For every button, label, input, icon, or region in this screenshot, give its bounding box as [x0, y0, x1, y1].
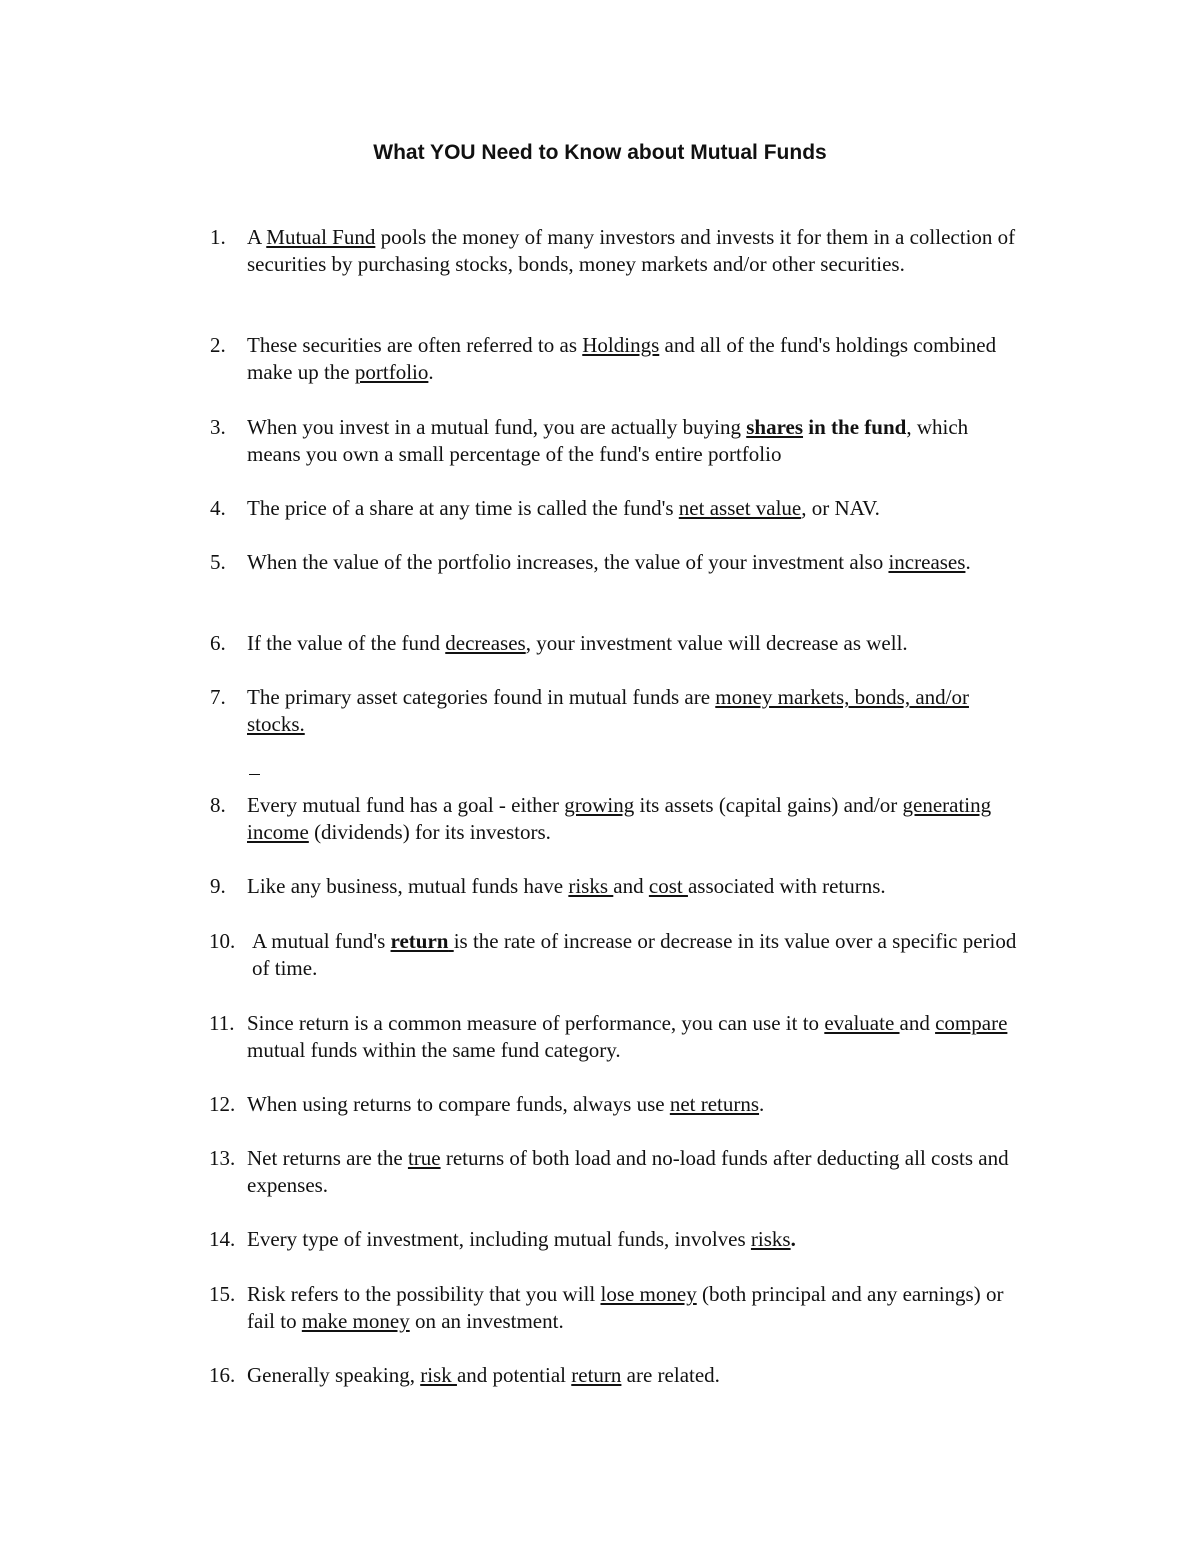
- underlined-term: increases: [888, 550, 966, 574]
- item-text: [247, 224, 1027, 278]
- underlined-term: evaluate: [824, 1011, 900, 1035]
- text-segment: , which means you own a small percentage of the fund's entire portfolio: [247, 415, 969, 466]
- text-segment: mutual funds within the same fund category.: [247, 1038, 621, 1062]
- text-segment: A: [247, 225, 267, 249]
- underlined-term: return: [571, 1363, 622, 1387]
- text-segment: Generally speaking,: [247, 1363, 421, 1387]
- item-text: [247, 332, 1027, 386]
- text-segment: .: [428, 360, 434, 384]
- text-segment: (both principal and any earnings) or fail to: [247, 1282, 1004, 1333]
- item-number: 6.: [210, 631, 226, 655]
- item-number: 14.: [209, 1227, 236, 1251]
- item-text: [247, 873, 1027, 900]
- item-number: 7.: [210, 685, 226, 709]
- item-text: [247, 1145, 1027, 1199]
- text-segment: are related.: [621, 1363, 720, 1387]
- text-segment: is the rate of increase or decrease in its value over a specific period of time.: [252, 929, 1017, 980]
- item-text: [247, 792, 1027, 846]
- item-text: [247, 495, 1027, 522]
- text-segment: When using returns to compare funds, always use: [247, 1092, 670, 1116]
- text-segment: .: [759, 1092, 765, 1116]
- item-number: 2.: [210, 333, 226, 357]
- text-segment: (dividends) for its investors.: [308, 820, 551, 844]
- text-segment: and potential: [456, 1363, 572, 1387]
- item-number: 11.: [209, 1011, 235, 1035]
- item-number: 15.: [209, 1282, 236, 1306]
- underlined-term: net returns: [669, 1092, 760, 1116]
- item-number: 16.: [209, 1363, 236, 1387]
- underlined-term: risk: [420, 1363, 457, 1387]
- item-text: [247, 684, 1027, 738]
- stray-underline-mark: [249, 774, 260, 775]
- text-segment: Since return is a common measure of performance, you can use it to: [247, 1011, 825, 1035]
- underlined-term: compare: [935, 1011, 1008, 1035]
- text-segment: Risk refers to the possibility that you will: [247, 1282, 601, 1306]
- text-segment: its assets (capital gains) and/or: [634, 793, 903, 817]
- text-segment: .: [965, 550, 971, 574]
- item-text: [247, 414, 1027, 468]
- text-segment: Every mutual fund has a goal - either: [247, 793, 565, 817]
- underlined-term: Mutual Fund: [266, 225, 376, 249]
- item-number: 8.: [210, 793, 226, 817]
- item-number: 9.: [210, 874, 226, 898]
- text-segment: pools the money of many investors and invests it for them in a collection of securities by purchasing stocks, bonds, money markets and/or other securities.: [247, 225, 1016, 276]
- text-segment: .: [790, 1227, 796, 1251]
- underlined-term: risks: [568, 874, 614, 898]
- item-text: [247, 1091, 1027, 1118]
- page-title: What YOU Need to Know about Mutual Funds: [373, 141, 827, 164]
- item-text: [247, 630, 1027, 657]
- underlined-term: shares: [746, 415, 804, 439]
- underlined-term: return: [390, 929, 449, 953]
- item-number: 5.: [210, 550, 226, 574]
- item-number: 13.: [209, 1146, 236, 1170]
- text-segment: associated with returns.: [687, 874, 886, 898]
- text-segment: and all of the fund's holdings combined make up the: [247, 333, 997, 384]
- text-segment: and: [899, 1011, 936, 1035]
- item-number: 4.: [210, 496, 226, 520]
- text-segment: The primary asset categories found in mutual funds are: [247, 685, 716, 709]
- underlined-term: risks: [750, 1227, 791, 1251]
- item-text: [247, 1226, 1027, 1253]
- item-text: [247, 1010, 1027, 1064]
- text-segment: in the fund: [803, 415, 907, 439]
- text-segment: , or NAV.: [801, 496, 880, 520]
- text-segment: returns of both load and no-load funds after deducting all costs and expenses.: [247, 1146, 1009, 1197]
- underlined-term: net asset value: [678, 496, 802, 520]
- underlined-term: portfolio: [354, 360, 429, 384]
- text-segment: , your investment value will decrease as well.: [525, 631, 908, 655]
- underlined-term: Holdings: [582, 333, 660, 357]
- text-segment: and: [613, 874, 649, 898]
- text-segment: Net returns are the: [247, 1146, 408, 1170]
- text-segment: Like any business, mutual funds have: [247, 874, 569, 898]
- item-text: [252, 928, 1032, 982]
- text-segment: When you invest in a mutual fund, you are actually buying: [247, 415, 747, 439]
- item-text: [247, 1281, 1027, 1335]
- text-segment: Every type of investment, including mutual funds, involves: [247, 1227, 751, 1251]
- underlined-term: growing: [564, 793, 635, 817]
- item-number: 1.: [210, 225, 226, 249]
- underlined-term: decreases: [445, 631, 526, 655]
- underlined-term: lose money: [600, 1282, 697, 1306]
- underlined-term: cost: [648, 874, 688, 898]
- underlined-term: money markets, bonds, and/or stocks.: [247, 685, 969, 736]
- text-segment: on an investment.: [409, 1309, 564, 1333]
- underlined-term: make money: [301, 1309, 410, 1333]
- item-number: 3.: [210, 415, 226, 439]
- text-segment: A mutual fund's: [252, 929, 391, 953]
- text-segment: If the value of the fund: [247, 631, 446, 655]
- text-segment: When the value of the portfolio increases, the value of your investment also: [247, 550, 889, 574]
- item-text: [247, 1362, 1027, 1389]
- item-text: [247, 549, 1027, 576]
- item-number: 10.: [209, 929, 236, 953]
- underlined-term: true: [407, 1146, 441, 1170]
- text-segment: These securities are often referred to as: [247, 333, 583, 357]
- underlined-term: generating income: [247, 793, 992, 844]
- item-number: 12.: [209, 1092, 236, 1116]
- text-segment: The price of a share at any time is called the fund's: [247, 496, 679, 520]
